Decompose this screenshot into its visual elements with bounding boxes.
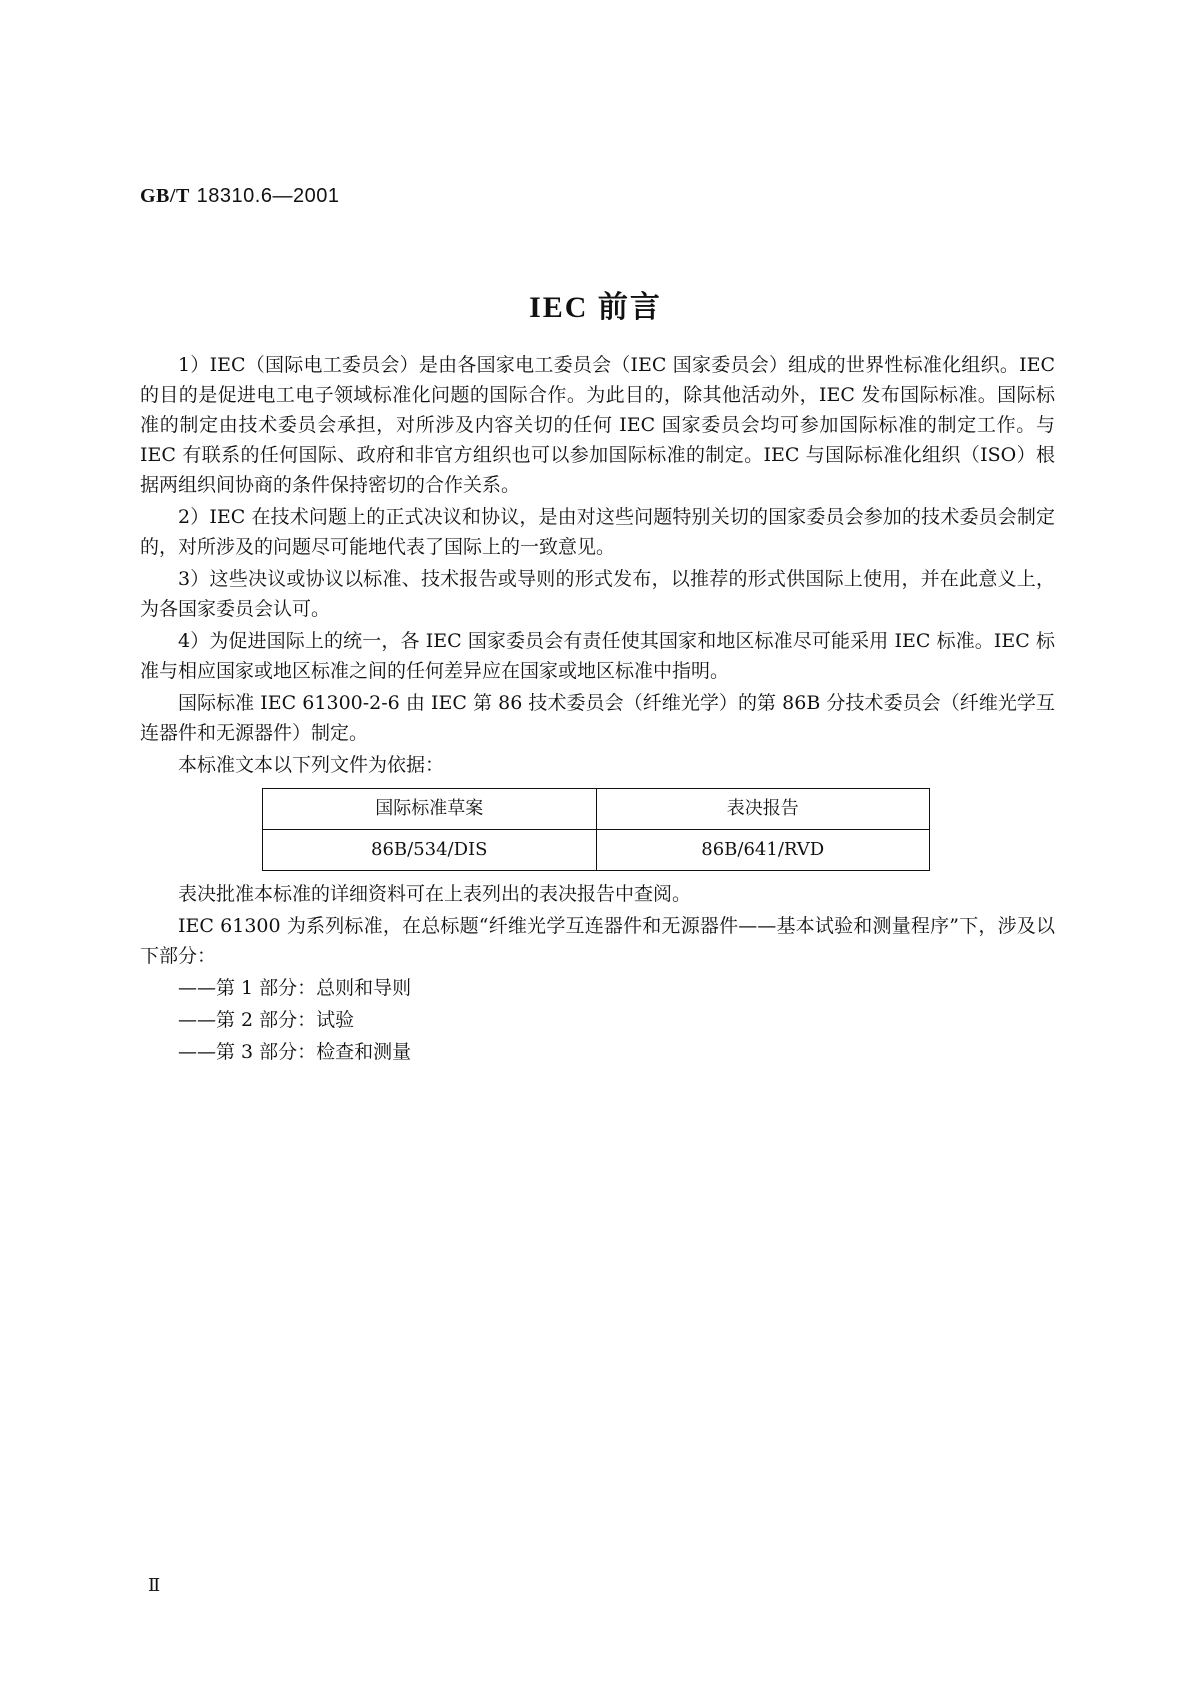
document-code	[140, 183, 339, 208]
table-cell-draft: 86B/534/DIS	[263, 830, 597, 871]
paragraph-7: 表决批准本标准的详细资料可在上表列出的表决报告中查阅。	[178, 883, 692, 905]
table-row	[263, 830, 930, 871]
paragraph-4: 4）为促进国际上的统一，各 IEC 国家委员会有责任使其国家和地区标准尽可能采用 IEC 标准。IEC 标准与相应国家或地区标准之间的任何差异应在国家或地区标准中指明。	[140, 630, 1055, 682]
table-cell-vote-report: 86B/641/RVD	[596, 830, 930, 871]
page-title: IEC 前言	[529, 291, 662, 324]
standard-prefix: GB/T	[140, 185, 190, 207]
paragraph-1: 1）IEC（国际电工委员会）是由各国家电工委员会（IEC 国家委员会）组成的世界性标准化组织。IEC 的目的是促进电工电子领域标准化问题的国际合作。为此目的，除其他活动外，IEC 发布国际标准。国际标准的制定由技术委员会承担，对所涉及内容关切的任何 IEC 国家委员会均可参加国际标准的制定工作。与 IEC 有联系的任何国际、政府和非官方组织也可以参加国际标准的制定。IEC 与国际标准化组织（ISO）根据两组织间协商的条件保持密切的合作关系。	[140, 354, 1055, 496]
table-header-row	[263, 789, 930, 830]
page-number: Ⅱ	[148, 1575, 161, 1595]
table-header-draft: 国际标准草案	[263, 789, 597, 830]
table-header-vote-report: 表决报告	[596, 789, 930, 830]
part-item-3: ——第 3 部分：检查和测量	[178, 1041, 412, 1063]
part-item-2: ——第 2 部分：试验	[178, 1009, 355, 1031]
paragraph-2: 2）IEC 在技术问题上的正式决议和协议，是由对这些问题特别关切的国家委员会参加的技术委员会制定的，对所涉及的问题尽可能地代表了国际上的一致意见。	[140, 506, 1055, 558]
part-item-1: ——第 1 部分：总则和导则	[178, 977, 412, 999]
paragraph-3: 3）这些决议或协议以标准、技术报告或导则的形式发布，以推荐的形式供国际上使用，并在此意义上，为各国家委员会认可。	[140, 568, 1055, 620]
standard-number: 18310.6—2001	[196, 185, 340, 207]
basis-documents-table	[262, 788, 930, 871]
paragraph-8: IEC 61300 为系列标准，在总标题“纤维光学互连器件和无源器件——基本试验和测量程序”下，涉及以下部分：	[140, 915, 1055, 967]
document-body	[140, 350, 1055, 1069]
paragraph-6: 本标准文本以下列文件为依据：	[178, 754, 445, 776]
paragraph-5: 国际标准 IEC 61300-2-6 由 IEC 第 86 技术委员会（纤维光学）的第 86B 分技术委员会（纤维光学互连器件和无源器件）制定。	[140, 692, 1055, 744]
